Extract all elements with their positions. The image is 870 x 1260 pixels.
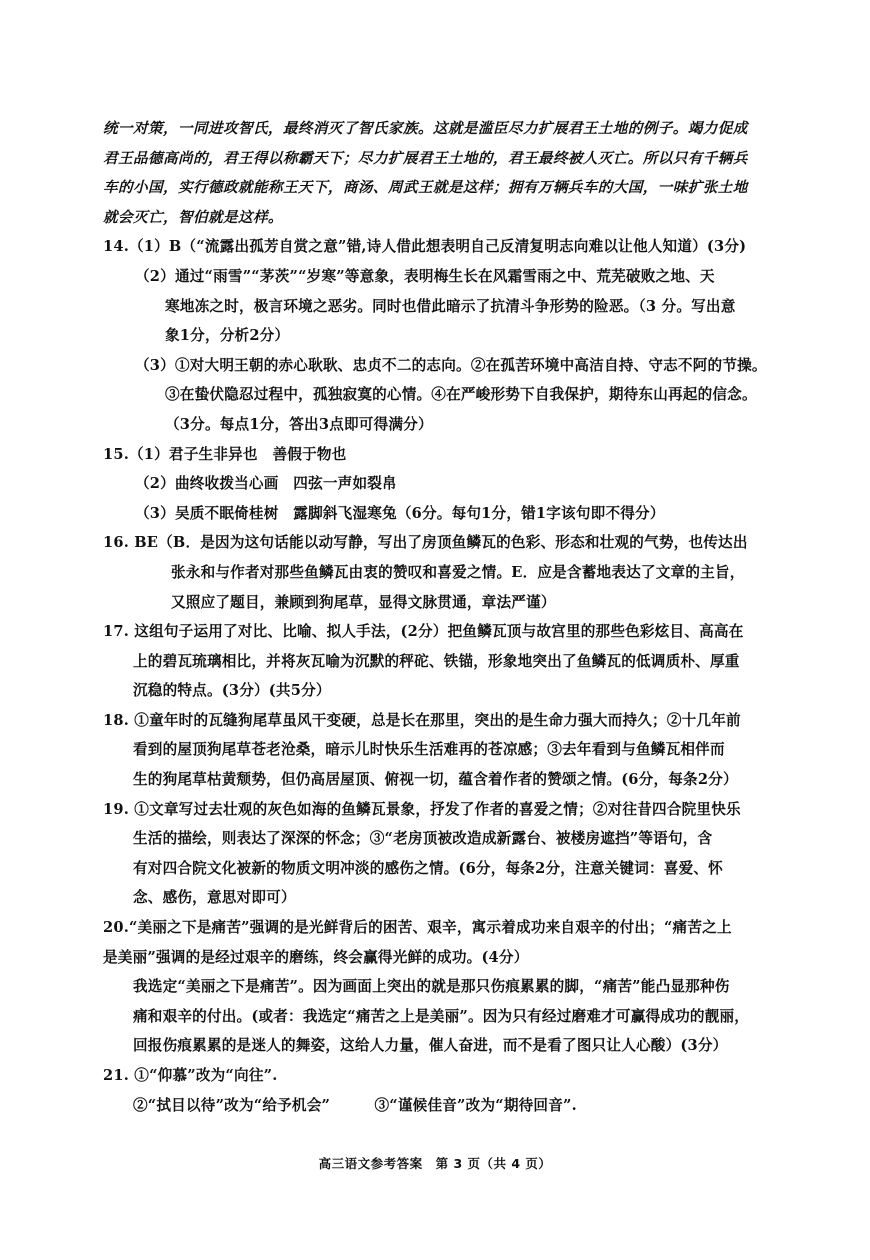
text-line: 有对四合院文化被新的物质文明冲淡的感伤之情。(6分，每条2分，注意关键词：喜爱、怀 (133, 859, 723, 877)
text-line: 18. ①童年时的瓦缝狗尾草虽风干变硬，总是长在那里，突出的是生命力强大而持久；②十几年前 (103, 711, 741, 729)
text-line: 回报伤痕累累的是迷人的舞姿，这给人力量，催人奋进，而不是看了图只让人心酸）(3分） (133, 1037, 728, 1055)
answer-15 (103, 440, 771, 529)
text-line: （2）通过“雨雪”“茅茨”“岁寒”等意象，表明梅生长在风霜雪雨之中、荒芜破败之地、天 (135, 267, 715, 285)
text-line: （3分。每点1分，答出3点即可得满分） (165, 415, 433, 433)
text-line: 生活的描绘，则表达了深深的怀念；③“老房顶被改造成新露台、被楼房遮挡”等语句，含 (133, 830, 713, 848)
text-line: 张永和与作者对那些鱼鳞瓦由衷的赞叹和喜爱之情。E．应是含蓄地表达了文章的主旨， (171, 563, 745, 581)
text-line: ②“拭目以待”改为“给予机会” ③“谨候佳音”改为“期待回音”. (133, 1096, 577, 1114)
text-line: 痛和艰辛的付出。(或者：我选定“痛苦之上是美丽”。因为只有经过磨难才可赢得成功的靓丽， (133, 1007, 750, 1025)
text-line: （3）吴质不眠倚桂树 露脚斜飞湿寒兔（6分。每句1分，错1字该句即不得分） (135, 504, 665, 522)
text-line: 统一对策，一同进攻智氏，最终消灭了智氏家族。这就是滥臣尽力扩展君王土地的例子。竭力促成 (103, 120, 748, 137)
answer-18 (103, 706, 771, 795)
text-line: 16. BE（B．是因为这句话能以动写静，写出了房顶鱼鳞瓦的色彩、形态和壮观的气势，也传达出 (103, 534, 748, 552)
text-line: 象1分，分析2分） (165, 327, 290, 345)
text-line: 14.（1）B（“流露出孤芳自赏之意”错,诗人借此想表明自己反清复明志向难以让他人知道）(3分) (103, 238, 747, 256)
text-line: 又照应了题目，兼顾到狗尾草，显得文脉贯通，章法严谨） (171, 593, 556, 611)
answer-14 (103, 232, 771, 439)
text-line: 我选定“美丽之下是痛苦”。因为画面上突出的就是那只伤痕累累的脚，“痛苦”能凸显那种伤 (133, 978, 730, 996)
page-footer: 高三语文参考答案 第 3 页（共 4 页） (318, 1156, 552, 1171)
answer-content (103, 114, 771, 1120)
text-line: 车的小国，实行德政就能称王天下，商汤、周武王就是这样；拥有万辆兵车的大国，一味扩张土地 (103, 179, 748, 197)
text-line: 君王品德高尚的，君王得以称霸天下；尽力扩展君王土地的，君王最终被人灭亡。所以只有千辆兵 (103, 149, 748, 167)
text-line: 21. ①“仰慕”改为“向往”. (103, 1067, 278, 1084)
answer-19 (103, 795, 771, 913)
answer-20 (103, 913, 771, 1061)
text-line: 看到的屋顶狗尾草苍老沧桑，暗示儿时快乐生活难再的苍凉感；③去年看到与鱼鳞瓦相伴而 (133, 741, 725, 759)
text-line: （2）曲终收拨当心画 四弦一声如裂帛 (135, 475, 397, 493)
translation-continuation (103, 114, 771, 232)
text-line: 20.“美丽之下是痛苦”强调的是光鲜背后的困苦、艰辛，寓示着成功来自艰辛的付出；“痛苦之上 (103, 919, 732, 937)
text-line: 是美丽”强调的是经过艰辛的磨练，终会赢得光鲜的成功。(4分） (103, 948, 529, 966)
text-line: 上的碧瓦琉璃相比，并将灰瓦喻为沉默的秤砣、铁锚，形象地突出了鱼鳞瓦的低调质朴、厚重 (133, 652, 740, 670)
text-line: ③在蛰伏隐忍过程中，孤独寂寞的心情。④在严峻形势下自我保护，期待东山再起的信念。 (165, 386, 757, 404)
answer-17 (103, 617, 771, 706)
answer-21 (103, 1061, 771, 1120)
text-line: 念、感伤，意思对即可） (133, 889, 296, 907)
text-line: 就会灭亡，智伯就是这样。 (103, 208, 283, 226)
text-line: 生的狗尾草枯黄颓势，但仍高居屋顶、俯视一切，蕴含着作者的赞颂之情。(6分，每条2分） (133, 771, 738, 789)
text-line: 寒地冻之时，极言环境之恶劣。同时也借此暗示了抗清斗争形势的险恶。（3 分。写出意 (165, 297, 736, 315)
text-line: 沉稳的特点。(3分）(共5分） (133, 682, 331, 700)
text-line: （3）①对大明王朝的赤心耿耿、忠贞不二的志向。②在孤苦环境中高洁自持、守志不阿的节操。 (135, 356, 767, 374)
text-line: 17. 这组句子运用了对比、比喻、拟人手法，(2分）把鱼鳞瓦顶与故宫里的那些色彩炫目、高高在 (103, 623, 744, 641)
text-line: 15.（1）君子生非异也 善假于物也 (103, 445, 347, 463)
text-line: 19. ①文章写过去壮观的灰色如海的鱼鳞瓦景象，抒发了作者的喜爱之情；②对往昔四合院里快乐 (103, 800, 741, 818)
answer-16 (103, 528, 771, 617)
